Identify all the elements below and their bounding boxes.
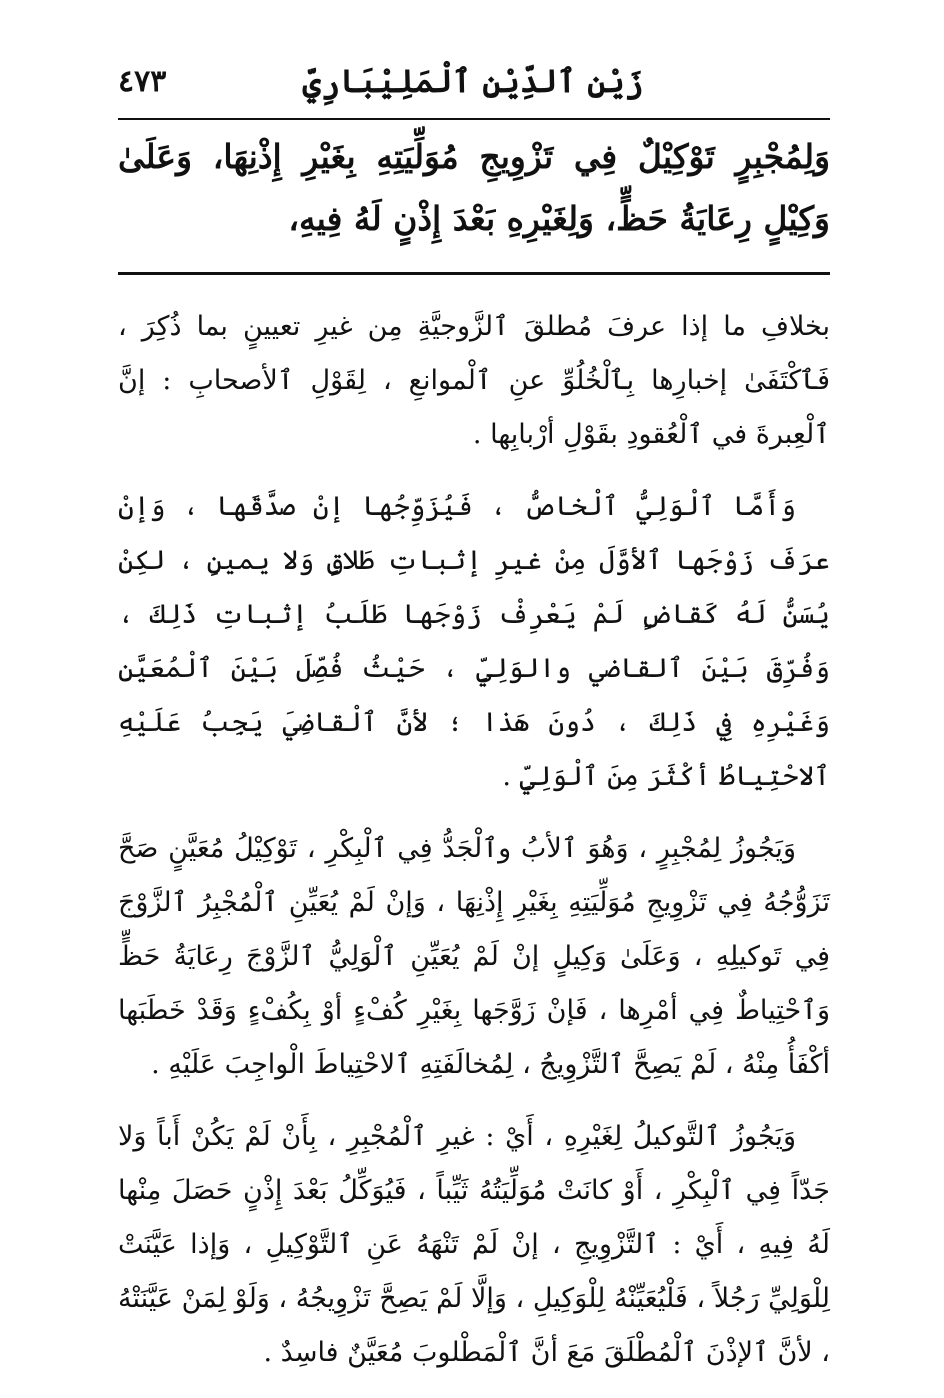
commentary-paragraph: وَيَجُوزُ لِمُجْبِرٍ ، وَهُوَ ٱلأبُ وٱلْجَدُّ فِي ٱلْبِكْرِ ، تَوْكِيْلُ مُعَيَّنٍ صَحَّ تَزَوُّجُهُ فِي تَزْوِيجِ مُوَلِّيَتِهِ بِغَيْرِ إِذْنِهَا ، وَإنْ لَمْ يُعَيِّنِ ٱلْمُجْبِرُ ٱلزَّوْجَ فِي تَوكيلِهِ ، وَعَلَىٰ وَكِيلٍ إنْ لَمْ يُعَيِّنِ ٱلْوَلِيُّ ٱلزَّوْجَ رِعَايَةُ حَظٍّ وَٱحْتِياطٌ فِي أمْرِها ، فَإنْ زَوَّجَها بِغَيْرِ كُفْءٍ أوْ بِكُفْءٍ وَقَدْ خَطَبَها أكْفَأُ مِنْهُ ، لَمْ يَصِحَّ ٱلتَّزْوِيجُ ، لِمُخالَفَتِهِ ٱلاحْتِياطَ الْواجِبَ عَلَيْهِ . [118,833,830,1080]
page-header [118,62,828,110]
running-title: زَيْنِ ٱلدِّيْنِ ٱلْمَلِيْبَارِيِّ [302,62,644,100]
matn-text: وَلِمُجْبِرٍ تَوْكِيْلٌ فِي تَزْوِيجِ مُوَلِّيَتِهِ بِغَيْرِ إِذْنِهَا، وَعَلَىٰ وَكِيْلٍ رِعَايَةُ حَظٍّ، وَلِغَيْرِهِ بَعْدَ إِذْنٍ لَهُ فِيهِ، [118,137,830,238]
commentary [118,300,830,1398]
header-rule [118,118,830,120]
commentary-paragraph: وَيَجُوزُ ٱلتَّوكيلُ لِغَيْرِهِ ، أَيْ : غيرِ ٱلْمُجْبِرِ ، بِأَنْ لَمْ يَكُنْ أَباً وَلا جَدّاً فِي ٱلْبِكْرِ ، أَوْ كانَتْ مُوَلِّيَتُهُ ثَيِّباً ، فَيُوَكِّلُ بَعْدَ إِذْنٍ حَصَلَ مِنْها لَهُ فِيهِ ، أَيْ : ٱلتَّزْوِيجِ ، إنْ لَمْ تَنْهَهُ عَنِ ٱلتَّوْكِيلِ ، وَإذا عَيَّنَتْ لِلْوَلِيِّ رَجُلاً ، فَلْيُعَيِّنْهُ لِلْوَكِيلِ ، وَإلَّا لَمْ يَصِحَّ تَزْوِيجُهُ ، وَلَوْ لِمَنْ عَيَّنَتْهُ ، لأنَّ ٱلإذْنَ ٱلْمُطْلَقَ مَعَ أنَّ ٱلْمَطْلوبَ مُعَيَّنٌ فاسِدٌ . [118,1121,830,1368]
commentary-paragraph: وَأَمَّا ٱلْوَلِيُّ ٱلْخاصُّ ، فَيُزَوِّجُها إنْ صدَّقَها ، وَإنْ عرَفَ زَوْجَها ٱلأوَّلَ مِنْ غيرِ إثباتِ طَلاقٍ وَلا يمينٍ ، لكِنْ يُسَنُّ لَهُ كَقاضٍ لَمْ يَعْرِفْ زَوْجَها طَلَبُ إثباتِ ذَلِكَ ، وَفُرِّقَ بَيْنَ ٱلقاضي والوَلِيِّ ، حَيْثُ فُصِّلَ بَيْنَ ٱلْمُعَيَّنِ وَغَيْرِهِ فِي ذَلِكَ ، دُونَ هَذا ؛ لأنَّ ٱلْقاضِيَ يَجِبُ عَلَيْهِ ٱلاحْتِياطُ أكْثَرَ مِنَ ٱلْوَلِيِّ . [118,491,830,792]
separator-rule [118,272,830,275]
page-number: ٤٧٣ [118,64,167,99]
commentary-paragraph: بخلافِ ما إذا عرفَ مُطلقَ ٱلزَّوجيَّةِ مِن غيرِ تعيينٍ بما ذُكِرَ ، فَٱكْتَفَىٰ إخبارِها بِٱلْخُلُوِّ عنِ ٱلْموانعِ ، لِقَوْلِ ٱلأصحابِ : إنَّ ٱلْعِبرةَ في ٱلْعُقودِ بقَوْلِ أرْبابِها . [118,311,830,450]
